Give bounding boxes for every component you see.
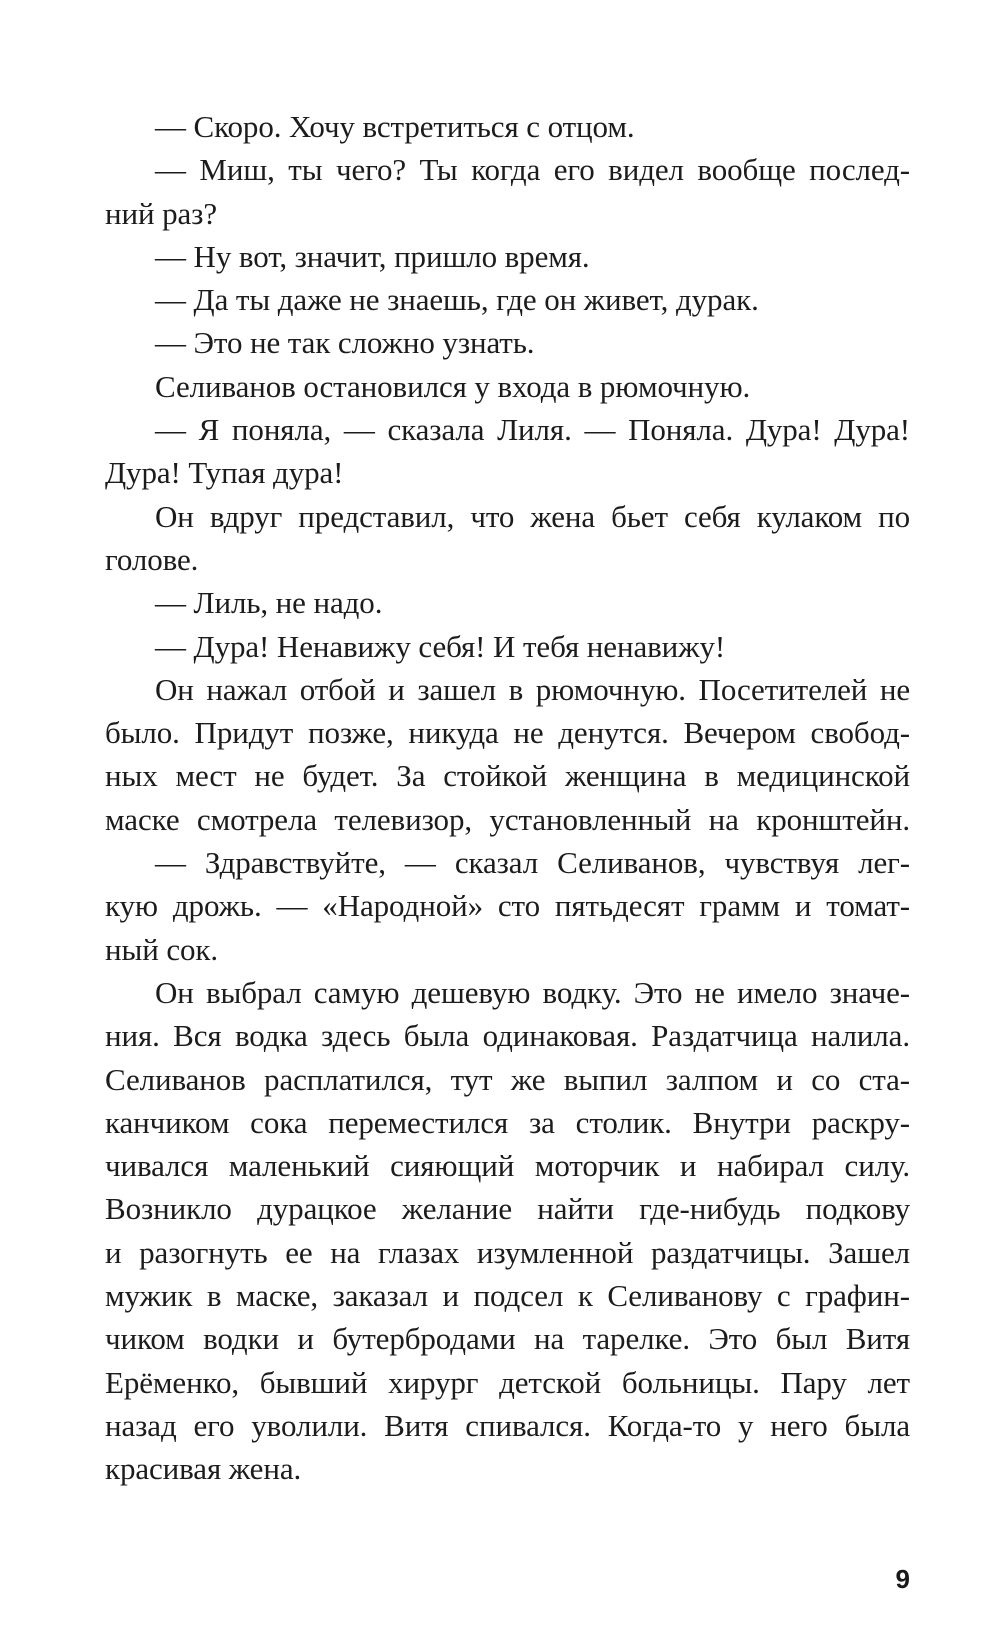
text-line: ния. Вся водка здесь была одинаковая. Раздатчица налила. <box>105 1018 910 1054</box>
text-line: Ерёменко, бывший хирург детской больницы. Пару лет <box>105 1364 910 1400</box>
text-line: маске смотрела телевизор, установленный на кронштейн. <box>105 801 910 837</box>
text-line: Дура! Тупая дура! <box>105 455 344 491</box>
text-line: мужик в маске, заказал и подсел к Селиванову с графин- <box>105 1278 910 1314</box>
text-line: — Миш, ты чего? Ты когда его видел вообще послед- <box>155 152 910 188</box>
page-number: 9 <box>895 1564 910 1594</box>
text-line: — Здравствуйте, — сказал Селиванов, чувствуя лег- <box>155 845 910 881</box>
text-line: — Ну вот, значит, пришло время. <box>155 238 590 274</box>
text-line: канчиком сока переместился за столик. Внутри раскру- <box>105 1104 910 1140</box>
text-line: Он выбрал самую дешевую водку. Это не имело значе- <box>155 974 910 1010</box>
text-line: и разогнуть ее на глазах изумленной раздатчицы. Зашел <box>105 1234 910 1270</box>
text-line: назад его уволили. Витя спивался. Когда-то у него была <box>105 1407 910 1443</box>
text-line: Селиванов расплатился, тут же выпил залпом и со ста- <box>105 1061 910 1097</box>
text-line: ний раз? <box>105 195 217 231</box>
text-line: — Скоро. Хочу встретиться с отцом. <box>155 109 635 144</box>
text-line: ный сок. <box>105 931 219 967</box>
text-line: ных мест не будет. За стойкой женщина в медицинской <box>105 758 910 794</box>
text-line: Он нажал отбой и зашел в рюмочную. Посетителей не <box>155 671 910 707</box>
text-line: — Да ты даже не знаешь, где он живет, дурак. <box>155 282 759 318</box>
text-line: Он вдруг представил, что жена бьет себя кулаком по <box>155 498 910 534</box>
text-line: чивался маленький сияющий моторчик и набирал силу. <box>105 1148 910 1184</box>
text-line: кую дрожь. — «Народной» сто пятьдесят грамм и томат- <box>105 888 910 924</box>
text-line: Селиванов остановился у входа в рюмочную. <box>155 368 751 404</box>
text-line: Возникло дурацкое желание найти где-нибудь подкову <box>105 1191 910 1227</box>
text-line: — Дура! Ненавижу себя! И тебя ненавижу! <box>155 628 726 664</box>
text-line: красивая жена. <box>105 1451 302 1487</box>
text-line: — Это не так сложно узнать. <box>155 325 535 361</box>
text-line: было. Придут позже, никуда не денутся. Вечером свобод- <box>105 715 910 751</box>
text-line: — Я поняла, — сказала Лиля. — Поняла. Дура! Дура! <box>155 412 910 448</box>
text-line: чиком водки и бутербродами на тарелке. Это был Витя <box>105 1321 910 1357</box>
text-line: голове. <box>105 541 199 577</box>
page-text <box>105 105 910 1491</box>
text-line: — Лиль, не надо. <box>155 585 383 621</box>
